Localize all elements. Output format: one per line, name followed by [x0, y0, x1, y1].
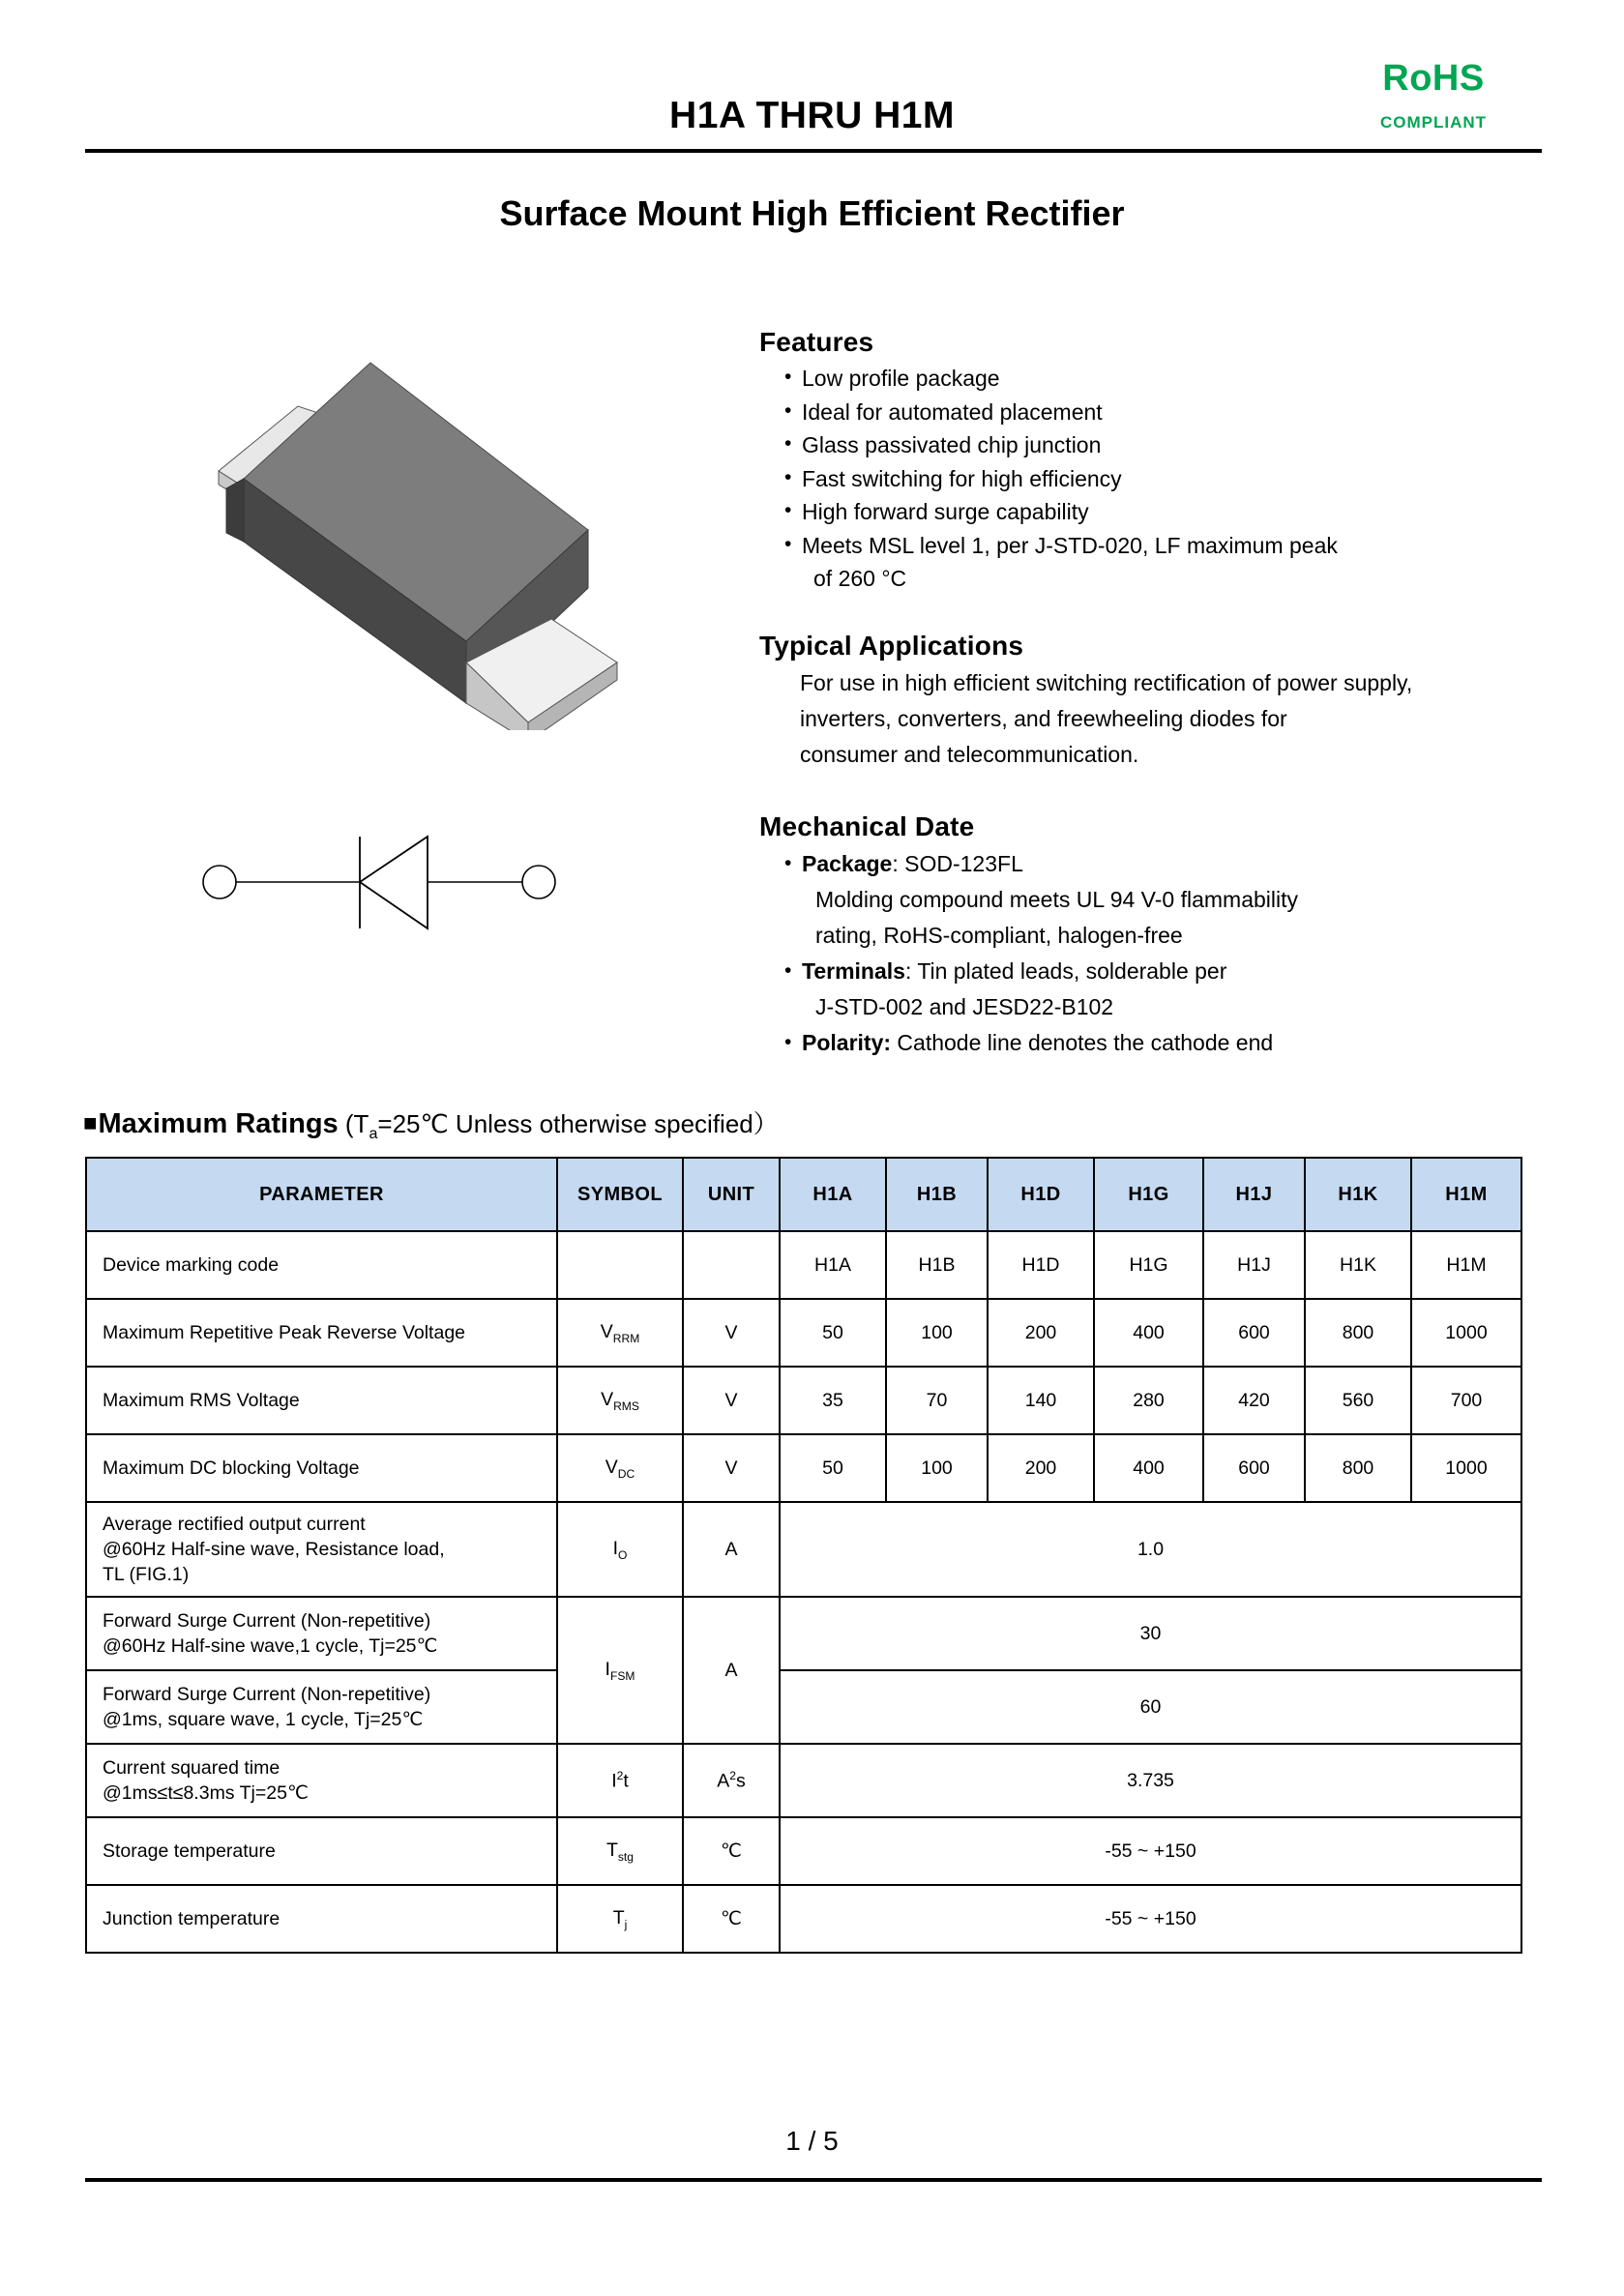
- mechanical-item-continuation: Molding compound meets UL 94 V-0 flammability: [815, 886, 1298, 912]
- feature-item: • Low profile package: [759, 362, 1562, 396]
- row-parameter-line: Forward Surge Current (Non-repetitive): [103, 1610, 431, 1632]
- row-parameter: [86, 1744, 557, 1817]
- row-value: 800: [1305, 1299, 1411, 1367]
- row-value-merged: 1.0: [780, 1502, 1521, 1597]
- unit-base: A: [717, 1770, 730, 1792]
- package-drawing: [184, 343, 638, 730]
- mechanical-heading: Mechanical Date: [759, 810, 975, 841]
- row-unit: [683, 1744, 780, 1817]
- table-row: [86, 1299, 1521, 1367]
- mechanical-item-label: Polarity:: [802, 1029, 892, 1055]
- row-value-merged: 30: [780, 1597, 1521, 1670]
- table-row: [86, 1367, 1521, 1434]
- ratings-condition: [338, 1109, 779, 1143]
- section-marker-icon: ■: [83, 1110, 98, 1136]
- row-parameter: [86, 1597, 557, 1670]
- row-unit: V: [683, 1434, 780, 1502]
- row-value-merged: -55 ~ +150: [780, 1885, 1521, 1953]
- feature-item: • Fast switching for high efficiency: [759, 462, 1562, 496]
- col-header-h1k: H1K: [1305, 1158, 1411, 1231]
- row-value-merged: -55 ~ +150: [780, 1817, 1521, 1885]
- col-header-h1g: H1G: [1094, 1158, 1203, 1231]
- applications-line: consumer and telecommunication.: [800, 741, 1139, 767]
- table-row: [86, 1434, 1521, 1502]
- row-value-merged: 60: [780, 1670, 1521, 1744]
- row-value: 200: [988, 1434, 1094, 1502]
- row-value: 1000: [1411, 1299, 1521, 1367]
- symbol-subscript: RMS: [613, 1398, 639, 1413]
- symbol-base: V: [600, 1320, 613, 1342]
- mechanical-item-package: [759, 846, 1562, 882]
- row-value: 420: [1203, 1367, 1305, 1434]
- header-divider: [85, 149, 1542, 153]
- row-parameter-line: TL (FIG.1): [103, 1564, 190, 1585]
- table-header-row: [86, 1158, 1521, 1231]
- row-value: H1G: [1094, 1231, 1203, 1299]
- row-parameter: Device marking code: [86, 1231, 557, 1299]
- symbol-base: T: [605, 1839, 618, 1861]
- unit-superscript: 2: [729, 1768, 736, 1782]
- feature-item: • Meets MSL level 1, per J-STD-020, LF maximum peak: [759, 529, 1562, 563]
- page-title: H1A THRU H1M: [669, 95, 955, 136]
- symbol-base: V: [605, 1456, 618, 1478]
- mechanical-list: [759, 846, 1562, 1061]
- specs-text-column: [759, 327, 1562, 1061]
- symbol-subscript: RRM: [612, 1331, 640, 1345]
- row-parameter: Maximum RMS Voltage: [86, 1367, 557, 1434]
- feature-item: • Glass passivated chip junction: [759, 428, 1562, 462]
- row-value: 800: [1305, 1434, 1411, 1502]
- row-value: 280: [1094, 1367, 1203, 1434]
- row-symbol: [557, 1502, 683, 1597]
- table-row: [86, 1885, 1521, 1953]
- footer-divider: [85, 2178, 1542, 2182]
- row-parameter: [86, 1502, 557, 1597]
- row-parameter-line: @60Hz Half-sine wave, Resistance load,: [103, 1539, 445, 1560]
- row-parameter-line: @60Hz Half-sine wave,1 cycle, Tj=25℃: [103, 1635, 438, 1657]
- row-value: 50: [780, 1299, 886, 1367]
- row-parameter-line: Current squared time: [103, 1757, 281, 1779]
- feature-item: • High forward surge capability: [759, 495, 1562, 529]
- applications-heading: Typical Applications: [759, 630, 1024, 661]
- applications-line: inverters, converters, and freewheeling diodes for: [800, 705, 1287, 731]
- table-row: [86, 1670, 1521, 1744]
- ratings-condition-subscript: a: [369, 1125, 378, 1143]
- symbol-subscript: O: [618, 1547, 628, 1562]
- row-parameter-line: @1ms≤t≤8.3ms Tj=25℃: [103, 1782, 309, 1804]
- table-row: [86, 1502, 1521, 1597]
- col-header-h1d: H1D: [988, 1158, 1094, 1231]
- row-symbol: [557, 1367, 683, 1434]
- col-header-parameter: PARAMETER: [86, 1158, 557, 1231]
- row-value: 560: [1305, 1367, 1411, 1434]
- row-unit: V: [683, 1367, 780, 1434]
- row-value: 600: [1203, 1299, 1305, 1367]
- maximum-ratings-table: [85, 1157, 1522, 1954]
- table-header: [86, 1158, 1521, 1231]
- col-header-symbol: SYMBOL: [557, 1158, 683, 1231]
- document-subtitle: Surface Mount High Efficient Rectifier: [499, 193, 1125, 233]
- features-heading: Features: [759, 327, 874, 357]
- row-parameter: Maximum DC blocking Voltage: [86, 1434, 557, 1502]
- row-unit: [683, 1231, 780, 1299]
- row-symbol: [557, 1231, 683, 1299]
- ratings-condition-rest: =25℃ Unless otherwise specified）: [377, 1109, 779, 1138]
- mechanical-item-terminals: [759, 954, 1562, 989]
- row-parameter: [86, 1670, 557, 1744]
- row-symbol: [557, 1885, 683, 1953]
- feature-item: • Ideal for automated placement: [759, 396, 1562, 429]
- row-value: 50: [780, 1434, 886, 1502]
- page-number: 1 / 5: [785, 2126, 839, 2156]
- maximum-ratings-heading: [83, 1104, 779, 1143]
- symbol-tail: t: [623, 1770, 629, 1792]
- row-symbol: [557, 1597, 683, 1744]
- symbol-base: I: [612, 1537, 618, 1559]
- diode-symbol-drawing: [189, 808, 590, 953]
- row-value-merged: 3.735: [780, 1744, 1521, 1817]
- row-symbol: [557, 1817, 683, 1885]
- symbol-subscript: FSM: [609, 1668, 635, 1683]
- row-parameter: Storage temperature: [86, 1817, 557, 1885]
- symbol-base: I: [605, 1658, 610, 1680]
- row-value: H1J: [1203, 1231, 1305, 1299]
- page-header: [0, 0, 1624, 155]
- col-header-h1b: H1B: [886, 1158, 988, 1231]
- row-value: H1A: [780, 1231, 886, 1299]
- mechanical-item-polarity: [759, 1025, 1562, 1061]
- symbol-subscript: j: [624, 1917, 628, 1931]
- row-value: 200: [988, 1299, 1094, 1367]
- table-row: [86, 1744, 1521, 1817]
- ratings-condition-prefix: (T: [338, 1109, 369, 1138]
- unit-tail: s: [735, 1770, 746, 1792]
- table-row: [86, 1231, 1521, 1299]
- row-parameter: Maximum Repetitive Peak Reverse Voltage: [86, 1299, 557, 1367]
- mechanical-item-label: Terminals: [802, 957, 905, 984]
- row-symbol: [557, 1744, 683, 1817]
- feature-item-continuation: of 260 °C: [813, 566, 907, 591]
- row-value: H1B: [886, 1231, 988, 1299]
- sod-123fl-package-3d-icon: [184, 343, 638, 730]
- row-value: H1D: [988, 1231, 1094, 1299]
- row-unit: A: [683, 1502, 780, 1597]
- row-unit: ℃: [683, 1817, 780, 1885]
- row-parameter-line: Forward Surge Current (Non-repetitive): [103, 1684, 431, 1705]
- row-value: 400: [1094, 1299, 1203, 1367]
- features-list: [759, 362, 1562, 596]
- row-parameter: Junction temperature: [86, 1885, 557, 1953]
- table-row: [86, 1597, 1521, 1670]
- col-header-h1j: H1J: [1203, 1158, 1305, 1231]
- symbol-base: I: [611, 1770, 617, 1792]
- mechanical-item-value: : Tin plated leads, solderable per: [904, 957, 1227, 984]
- ratings-heading-text: Maximum Ratings: [98, 1108, 339, 1139]
- row-value: 600: [1203, 1434, 1305, 1502]
- symbol-subscript: DC: [617, 1466, 635, 1481]
- col-header-unit: UNIT: [683, 1158, 780, 1231]
- row-value: 70: [886, 1367, 988, 1434]
- col-header-h1a: H1A: [780, 1158, 886, 1231]
- row-value: 400: [1094, 1434, 1203, 1502]
- mechanical-item-continuation: J-STD-002 and JESD22-B102: [815, 993, 1114, 1019]
- row-value: 35: [780, 1367, 886, 1434]
- table-row: [86, 1817, 1521, 1885]
- row-value: 100: [886, 1299, 988, 1367]
- mechanical-item-continuation: rating, RoHS-compliant, halogen-free: [815, 922, 1183, 948]
- table-body: [86, 1231, 1521, 1953]
- rohs-compliant-logo: [1332, 60, 1535, 131]
- row-value: 100: [886, 1434, 988, 1502]
- diode-schematic-symbol-icon: [189, 808, 590, 953]
- row-value: H1M: [1411, 1231, 1521, 1299]
- symbol-subscript: stg: [617, 1849, 635, 1864]
- applications-line: For use in high efficient switching rectification of power supply,: [800, 669, 1413, 695]
- mechanical-item-label: Package: [802, 850, 893, 876]
- row-parameter-line: @1ms, square wave, 1 cycle, Tj=25℃: [103, 1709, 424, 1730]
- row-parameter-line: Average rectified output current: [103, 1514, 366, 1535]
- row-value: H1K: [1305, 1231, 1411, 1299]
- row-value: 1000: [1411, 1434, 1521, 1502]
- row-value: 700: [1411, 1367, 1521, 1434]
- row-symbol: [557, 1299, 683, 1367]
- row-symbol: [557, 1434, 683, 1502]
- col-header-h1m: H1M: [1411, 1158, 1521, 1231]
- symbol-base: V: [601, 1388, 614, 1410]
- row-value: 140: [988, 1367, 1094, 1434]
- row-unit: ℃: [683, 1885, 780, 1953]
- rohs-compliant-label: COMPLIANT: [1379, 113, 1488, 132]
- mechanical-item-value: Cathode line denotes the cathode end: [891, 1029, 1274, 1055]
- mechanical-item-value: : SOD-123FL: [892, 850, 1023, 876]
- rohs-label: RoHS: [1382, 58, 1485, 99]
- symbol-base: T: [612, 1906, 625, 1928]
- symbol-superscript: 2: [616, 1768, 624, 1782]
- row-unit: V: [683, 1299, 780, 1367]
- row-unit: A: [683, 1597, 780, 1744]
